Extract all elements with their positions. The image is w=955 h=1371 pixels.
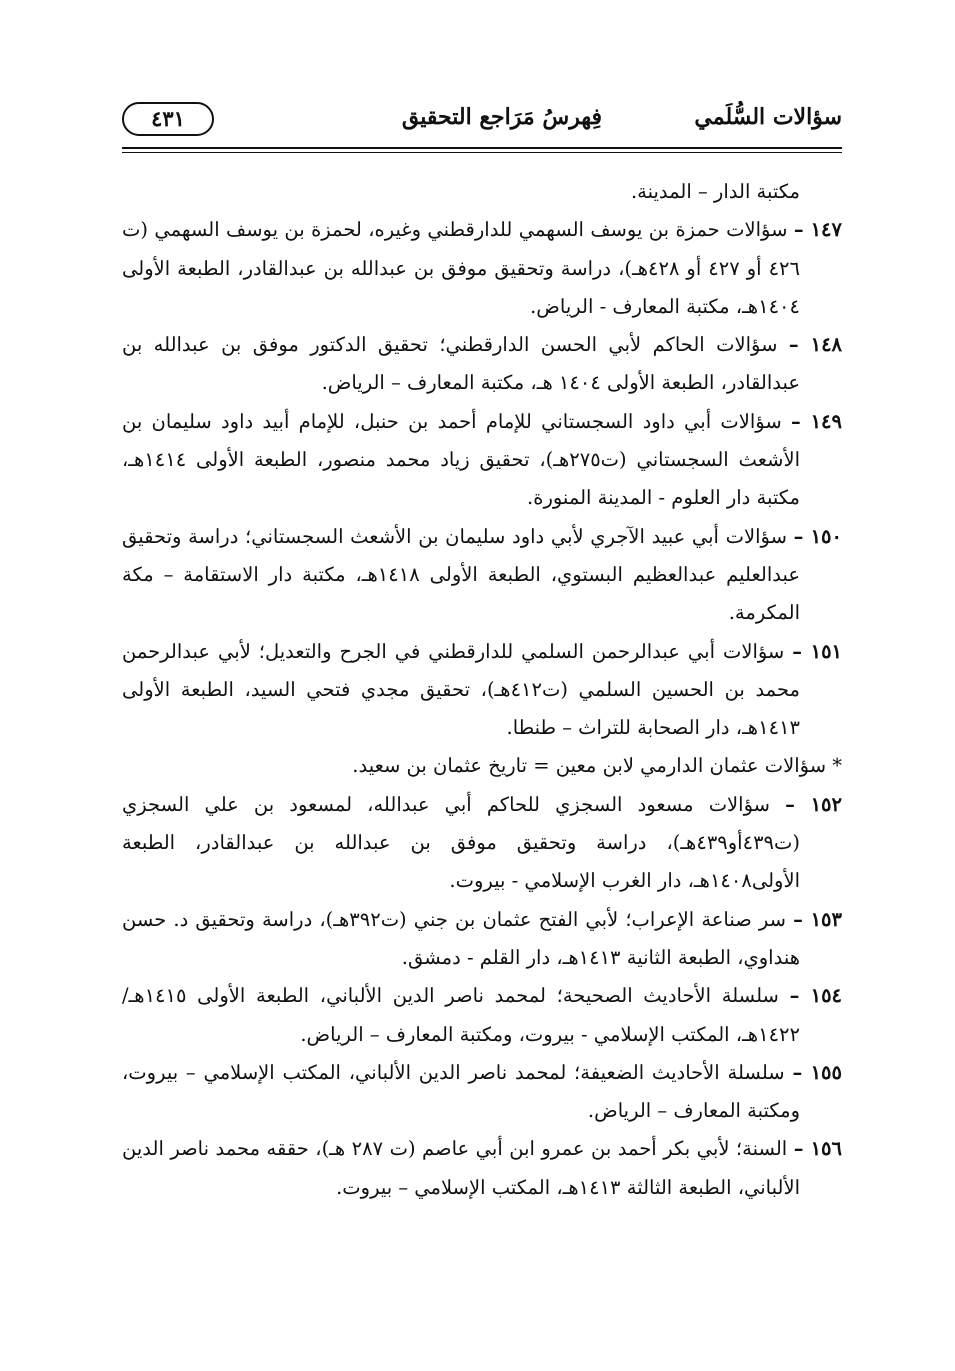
page-content — [122, 173, 842, 1207]
entry-number: ١٥٦ – — [793, 1137, 842, 1161]
entry-text: السنة؛ لأبي بكر أحمد بن عمرو ابن أبي عاصم (ت ٢٨٧ هـ)، حققه محمد ناصر الدين الألباني، الطبعة الثالثة ١٤١٣هـ، المكتب الإسلامي – بيروت. — [122, 1137, 800, 1199]
book-title: سؤالات السُّلَمي — [694, 104, 842, 130]
entry-number: ١٥١ – — [792, 639, 843, 663]
header-rule — [122, 147, 842, 149]
entry-151 — [122, 633, 842, 748]
entry-147 — [122, 211, 842, 326]
entry-text: سلسلة الأحاديث الصحيحة؛ لمحمد ناصر الدين الألباني، الطبعة الأولى ١٤١٥هـ/ ١٤٢٢هـ، المكتب الإسلامي - بيروت، ومكتبة المعارف – الرياض. — [122, 984, 800, 1046]
entry-149 — [122, 403, 842, 518]
entry-153 — [122, 901, 842, 978]
page-header — [122, 100, 842, 148]
entry-number: ١٤٧ – — [793, 218, 842, 242]
entry-156 — [122, 1130, 842, 1207]
page-number: ٤٣١ — [122, 102, 214, 136]
entry-text: سؤالات أبي داود السجستاني للإمام أحمد بن حنبل، للإمام أبيد داود سليمان بن الأشعث السجستاني (ت٢٧٥هـ)، تحقيق زياد محمد منصور، الطبعة الأولى ١٤١٤هـ، مكتبة دار العلوم - المدينة المنورة. — [122, 409, 800, 510]
entry-text: سلسلة الأحاديث الضعيفة؛ لمحمد ناصر الدين الألباني، المكتب الإسلامي – بيروت، ومكتبة المعارف – الرياض. — [122, 1060, 800, 1123]
entry-number: ١٤٩ – — [790, 409, 842, 433]
entry-number: ١٥٤ – — [789, 984, 843, 1008]
entry-number: ١٥٠ – — [793, 524, 842, 548]
entry-text: سؤالات أبي عبدالرحمن السلمي للدارقطني في الجرح والتعديل؛ لأبي عبدالرحمن محمد بن الحسين السلمي (ت٤١٢هـ)، تحقيق مجدي فتحي السيد، الطبعة الأولى ١٤١٣هـ، دار الصحابة للتراث – طنطا. — [122, 639, 800, 740]
entry-150 — [122, 518, 842, 633]
entry-148 — [122, 326, 842, 403]
entry-152 — [122, 786, 842, 901]
entry-154 — [122, 977, 842, 1054]
entry-number: ١٥٣ – — [793, 907, 842, 931]
entry-text: سر صناعة الإعراب؛ لأبي الفتح عثمان بن جني (ت٣٩٢هـ)، دراسة وتحقيق د. حسن هنداوي، الطبعة الثانية ١٤١٣هـ، دار القلم - دمشق. — [122, 907, 800, 969]
entry-number: ١٤٨ – — [788, 333, 843, 357]
entry-text: سؤالات مسعود السجزي للحاكم أبي عبدالله، لمسعود بن علي السجزي (ت٤٣٩أو٤٣٩هـ)، دراسة وتحقيق موفق بن عبدالله بن عبدالقادر، الطبعة الأولى١٤٠٨هـ، دار الغرب الإسلامي - بيروت. — [122, 792, 800, 893]
entry-number: ١٥٥ – — [792, 1060, 842, 1084]
continuation-line: مكتبة الدار – المدينة. — [630, 180, 800, 203]
header-rule-thin — [122, 152, 842, 153]
entry-text: سؤالات أبي عبيد الآجري لأبي داود سليمان بن الأشعث السجستاني؛ دراسة وتحقيق عبدالعليم عبدالعظيم البستوي، الطبعة الأولى ١٤١٨هـ، مكتبة دار الاستقامة – مكة المكرمة. — [122, 524, 800, 625]
cross-reference-line: * سؤالات عثمان الدارمي لابن معين = تاريخ عثمان بن سعيد. — [352, 754, 842, 778]
entry-text: سؤالات الحاكم لأبي الحسن الدارقطني؛ تحقيق الدكتور موفق بن عبدالله بن عبدالقادر، الطبعة الأولى ١٤٠٤ هـ، مكتبة المعارف – الرياض. — [122, 333, 800, 395]
section-title: فِهرسُ مَرَاجع التحقيق — [401, 104, 602, 130]
entry-text: سؤالات حمزة بن يوسف السهمي للدارقطني وغيره، لحمزة بن يوسف السهمي (ت ٤٢٦ أو ٤٢٧ أو ٤٢٨هـ)، دراسة وتحقيق موفق بن عبدالله بن عبدالقادر، الطبعة الأولى ١٤٠٤هـ، مكتبة المعارف - الرياض. — [122, 218, 800, 318]
entry-number: ١٥٢ – — [785, 792, 842, 816]
entry-155 — [122, 1054, 842, 1131]
